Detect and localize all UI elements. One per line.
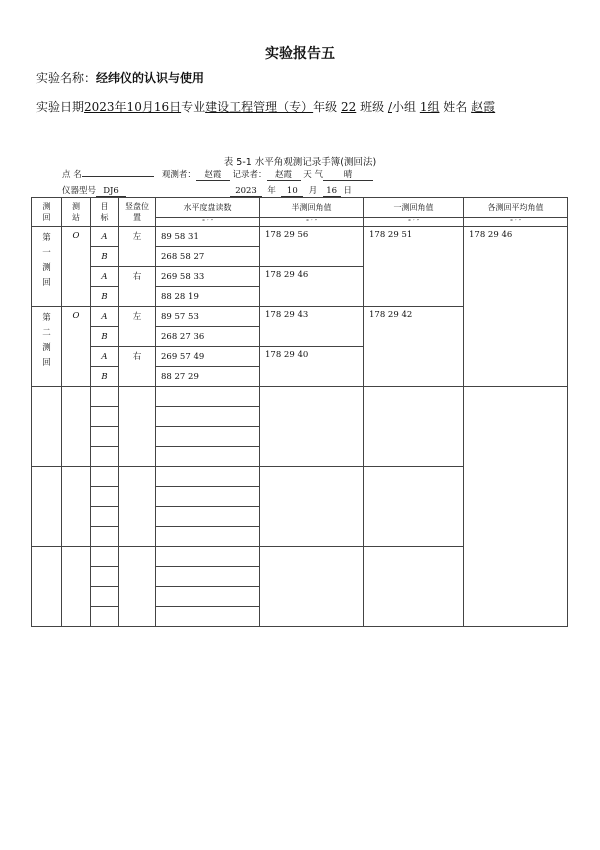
target-cell: A bbox=[91, 267, 119, 287]
reading-cell: 89 57 53 bbox=[156, 307, 260, 327]
half-round-cell: 178 29 43 bbox=[260, 307, 364, 347]
grade-label: 年级 bbox=[313, 100, 338, 114]
unit-half-round: ° ′ ″ bbox=[260, 218, 364, 227]
target-cell: A bbox=[91, 227, 119, 247]
empty-cell bbox=[364, 467, 464, 547]
weather-label: 天 气 bbox=[303, 170, 323, 180]
experiment-name-label: 实验名称： bbox=[36, 71, 97, 85]
empty-cell bbox=[119, 467, 156, 547]
student-name-value: 赵霞 bbox=[471, 100, 496, 114]
empty-cell bbox=[364, 387, 464, 467]
major-value: 建设工程管理（专） bbox=[205, 100, 314, 114]
empty-cell bbox=[156, 547, 260, 567]
empty-cell bbox=[32, 547, 62, 627]
experiment-name-value: 经纬仪的认识与使用 bbox=[96, 71, 205, 85]
experiment-info-line bbox=[36, 98, 495, 115]
empty-cell bbox=[156, 487, 260, 507]
empty-row bbox=[32, 387, 568, 407]
empty-cell bbox=[156, 467, 260, 487]
one-round-cell: 178 29 51 bbox=[364, 227, 464, 307]
reading-cell: 88 28 19 bbox=[156, 287, 260, 307]
one-round-cell: 178 29 42 bbox=[364, 307, 464, 387]
weather-value: 晴 bbox=[323, 168, 373, 181]
empty-cell bbox=[91, 407, 119, 427]
empty-cell bbox=[91, 387, 119, 407]
reading-cell: 269 57 49 bbox=[156, 347, 260, 367]
table-row bbox=[32, 227, 568, 247]
group-label: 小组 bbox=[391, 100, 416, 114]
empty-cell bbox=[260, 547, 364, 627]
student-name-label: 姓名 bbox=[443, 100, 468, 114]
empty-cell bbox=[156, 447, 260, 467]
reading-cell: 268 27 36 bbox=[156, 327, 260, 347]
empty-cell bbox=[91, 547, 119, 567]
empty-cell bbox=[364, 547, 464, 627]
empty-cell bbox=[91, 507, 119, 527]
empty-cell bbox=[91, 487, 119, 507]
date-label: 实验日期 bbox=[36, 100, 85, 114]
header-average: 各测回平均角值 bbox=[464, 198, 568, 218]
empty-cell bbox=[464, 387, 568, 627]
grade-value: 22 bbox=[340, 100, 357, 114]
reading-cell: 268 58 27 bbox=[156, 247, 260, 267]
face-cell: 右 bbox=[119, 267, 156, 307]
empty-cell bbox=[119, 387, 156, 467]
empty-cell bbox=[91, 447, 119, 467]
header-round: 测回 bbox=[32, 198, 62, 227]
year-label: 年 bbox=[267, 186, 276, 196]
month-value: 10 bbox=[281, 186, 303, 197]
recorder-value: 赵霞 bbox=[267, 168, 301, 181]
major-label: 专业 bbox=[181, 100, 206, 114]
half-round-cell: 178 29 40 bbox=[260, 347, 364, 387]
header-reading: 水平度盘读数 bbox=[156, 198, 260, 218]
empty-cell bbox=[62, 467, 91, 547]
reading-cell: 88 27 29 bbox=[156, 367, 260, 387]
point-name-value bbox=[82, 176, 154, 177]
observer-value: 赵霞 bbox=[196, 168, 230, 181]
instrument-label: 仪器型号 bbox=[62, 186, 97, 196]
header-target: 目标 bbox=[91, 198, 119, 227]
empty-cell bbox=[156, 387, 260, 407]
empty-cell bbox=[32, 467, 62, 547]
target-cell: B bbox=[91, 287, 119, 307]
unit-one-round: ° ′ ″ bbox=[364, 218, 464, 227]
observation-meta-row-1 bbox=[62, 168, 373, 181]
observation-meta-row-2 bbox=[62, 184, 352, 197]
empty-cell bbox=[62, 547, 91, 627]
unit-reading: ° ′ ″ bbox=[156, 218, 260, 227]
day-value: 16 bbox=[323, 186, 341, 197]
unit-average: ° ′ ″ bbox=[464, 218, 568, 227]
day-label: 日 bbox=[343, 186, 352, 196]
face-cell: 右 bbox=[119, 347, 156, 387]
class-value: / bbox=[387, 100, 392, 114]
target-cell: B bbox=[91, 247, 119, 267]
target-cell: B bbox=[91, 367, 119, 387]
empty-cell bbox=[260, 467, 364, 547]
horizontal-angle-table bbox=[31, 197, 568, 627]
empty-cell bbox=[91, 607, 119, 627]
target-cell: B bbox=[91, 327, 119, 347]
target-cell: A bbox=[91, 347, 119, 367]
station-cell: O bbox=[62, 307, 91, 387]
instrument-value: DJ6 bbox=[96, 186, 126, 197]
header-face: 竖盘位置 bbox=[119, 198, 156, 227]
empty-cell bbox=[156, 427, 260, 447]
face-cell: 左 bbox=[119, 307, 156, 347]
station-cell: O bbox=[62, 227, 91, 307]
header-one-round: 一测回角值 bbox=[364, 198, 464, 218]
empty-cell bbox=[91, 587, 119, 607]
empty-cell bbox=[91, 527, 119, 547]
empty-cell bbox=[91, 467, 119, 487]
reading-cell: 269 58 33 bbox=[156, 267, 260, 287]
half-round-cell: 178 29 46 bbox=[260, 267, 364, 307]
empty-cell bbox=[156, 507, 260, 527]
empty-cell bbox=[32, 387, 62, 467]
year-value: 2023 bbox=[230, 186, 262, 197]
empty-cell bbox=[156, 407, 260, 427]
experiment-name-line bbox=[36, 69, 204, 86]
empty-cell bbox=[91, 427, 119, 447]
month-label: 月 bbox=[308, 186, 318, 196]
observer-label: 观测者： bbox=[161, 170, 196, 180]
target-cell: A bbox=[91, 307, 119, 327]
round-label: 第一测回 bbox=[32, 227, 62, 307]
empty-cell bbox=[119, 547, 156, 627]
point-name-label: 点 名 bbox=[62, 170, 82, 180]
recorder-label: 记录者： bbox=[232, 170, 267, 180]
empty-cell bbox=[260, 387, 364, 467]
empty-cell bbox=[62, 387, 91, 467]
round-label: 第二测回 bbox=[32, 307, 62, 387]
empty-cell bbox=[156, 527, 260, 547]
header-row bbox=[32, 198, 568, 218]
class-label: 班级 bbox=[360, 100, 385, 114]
face-cell: 左 bbox=[119, 227, 156, 267]
reading-cell: 89 58 31 bbox=[156, 227, 260, 247]
group-value: 1组 bbox=[419, 100, 440, 114]
header-station: 测站 bbox=[62, 198, 91, 227]
empty-cell bbox=[156, 567, 260, 587]
table-caption: 表 5-1 水平角观测记录手簿(测回法) bbox=[223, 157, 377, 168]
date-value: 2023年10月16日 bbox=[84, 100, 182, 114]
half-round-cell: 178 29 56 bbox=[260, 227, 364, 267]
header-half-round: 半测回角值 bbox=[260, 198, 364, 218]
report-title: 实验报告五 bbox=[265, 46, 335, 62]
empty-cell bbox=[156, 607, 260, 627]
empty-cell bbox=[156, 587, 260, 607]
empty-cell bbox=[91, 567, 119, 587]
average-cell: 178 29 46 bbox=[464, 227, 568, 387]
